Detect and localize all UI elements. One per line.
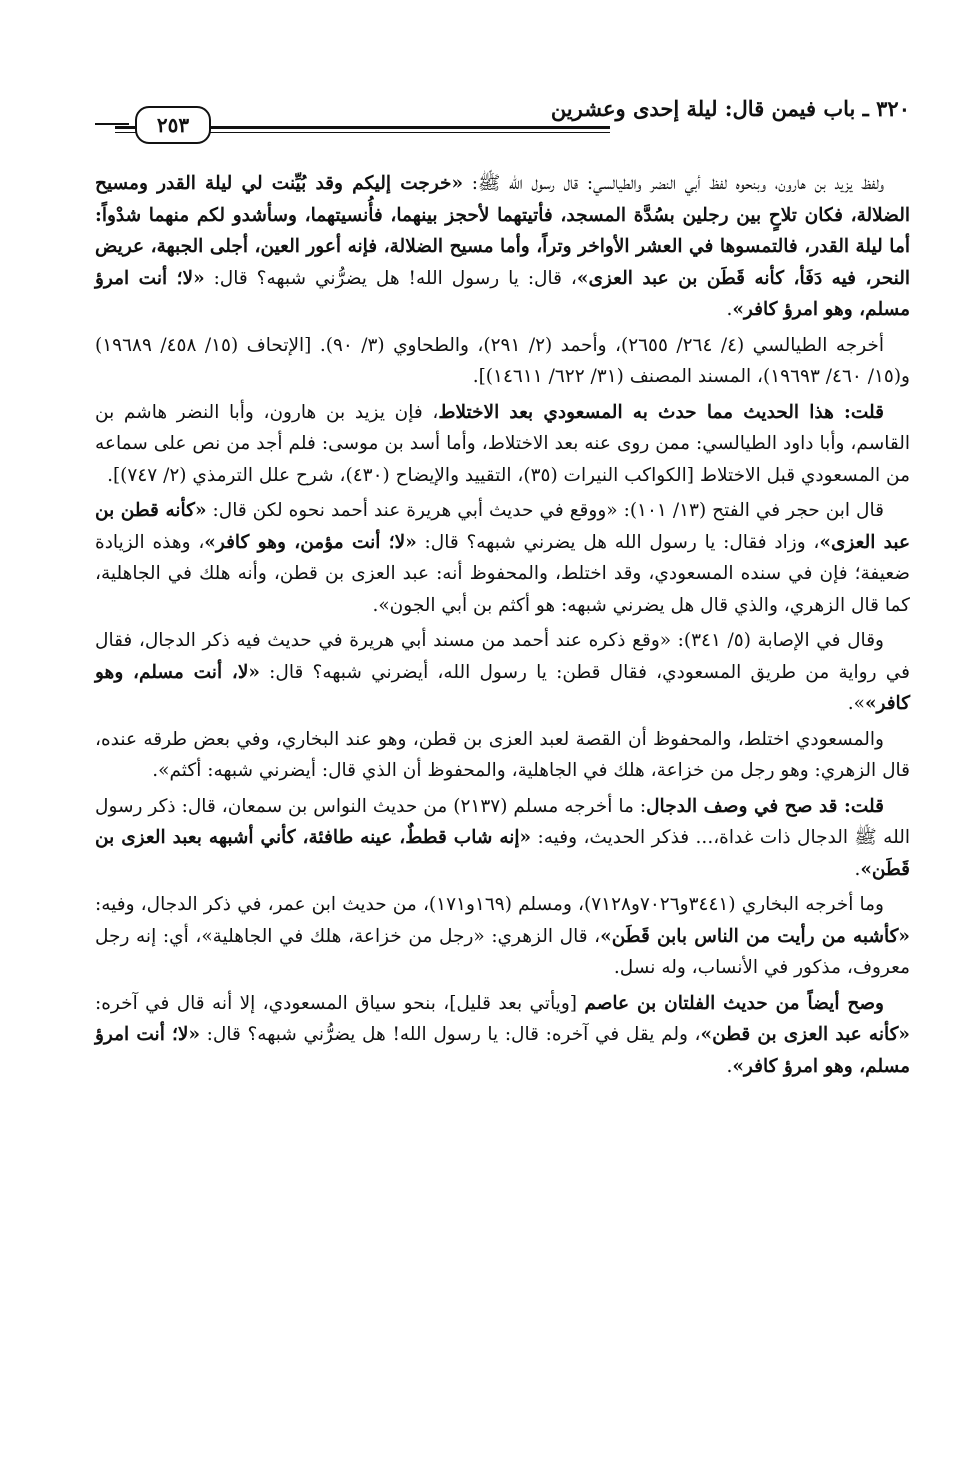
text-run: ، وهذه الزيادة ضعيفة؛ فإن في سنده المسعودي، وقد اختلط، والمحفوظ أنه: عبد العزى بن قطن، وأنه هلك في الجاهلية، كما قال الزهري، والذي قال هل يضرني شبهه: هو أكثم بن أبي الجون».: [95, 531, 910, 616]
text-run: وقال في الإصابة (٥/ ٣٤١): «وقع ذكره عند أحمد من مسند أبي هريرة في حديث فيه ذكر الدجال، فقال في رواية من طريق المسعودي، فقال قطن: يا رسول الله، أيضرني شبهه؟ قال:: [95, 630, 911, 683]
page-number-badge: [135, 106, 211, 144]
bold-text: «لا؛ أنت امرؤ مسلم، وهو امرؤ كافر»: [95, 267, 910, 320]
para-isabah: [95, 625, 910, 720]
para-qultu-1: [95, 397, 910, 492]
text-run: ، وزاد فقال: يا رسول الله هل يضرني شبهه؟ قال:: [416, 531, 820, 553]
bold-text: «لا، أنت مسلم، وهو كافر»: [95, 661, 910, 714]
para-ibn-hajar: [95, 495, 910, 621]
header-rule-left: [95, 123, 129, 125]
text-run: أخرجه الطيالسي (٤/ ٢٦٤/ ٢٦٥٥)، وأحمد (٢/ ٢٩١)، والطحاوي (٣/ ٩٠). [الإتحاف (١٥/ ٤٥٨/ ١٩٦٨٩) و(١٥/ ٤٦٠/ ١٩٦٩٣)، المسند المصنف (٣١/ ٦٢٢/ ١٤٦١١)].: [95, 334, 910, 387]
text-run: .: [726, 299, 733, 320]
text-run: وما أخرجه البخاري (٣٤٤١و٧٠٢٦و٧١٢٨)، ومسلم (١٦٩و١٧١)، من حديث ابن عمر، في ذكر الدجال، وفيه:: [95, 894, 884, 915]
bold-text: «كأشبه من رأيت من الناس بابن قَطَن»: [600, 925, 910, 947]
page-header: [95, 90, 910, 146]
bold-text: «خرجت إليكم وقد بُيِّنت لي ليلة القدر ومسيح الضلالة، فكان تلاحٍ بين رجلين بسُدَّة المسجد، فأتيتهما لأحجز بينهما، فأُنسيتهما، وسأشدو لكم منهما شدْواً: أما ليلة القدر، فالتمسوها في العشر الأواخر وتراً، وأما مسيح الضلالة، فإنه أعور العين، أجلى الجبهة، عريض النحر، فيه دَفَأ، كأنه قَطَن بن عبد العزى»: [95, 173, 910, 289]
para-qultu-2: [95, 791, 910, 886]
para-bukhari: [95, 889, 910, 984]
bold-text: قلت: قد صح في وصف الدجال: [646, 795, 884, 817]
bold-text: «لا؛ أنت امرؤ مسلم، وهو امرؤ كافر»: [95, 1024, 910, 1077]
bold-text: قلت: هذا الحديث مما حدث به المسعودي بعد الاختلاط: [438, 401, 884, 423]
text-run: ».: [847, 693, 865, 714]
para-fultan: [95, 988, 910, 1083]
bold-text: «إنه شاب قططٌ، عينه طافئة، كأني أشبهه بعبد العزى بن قَطَن»: [95, 827, 910, 880]
body-text: [95, 168, 910, 1086]
text-run: [ويأتي بعد قليل]، بنحو سياق المسعودي، إلا أنه قال في آخره:: [95, 992, 585, 1014]
para-masudi: [95, 724, 910, 787]
para-takhrij: [95, 330, 910, 393]
bold-text: «كأنه عبد العزى بن قطن»: [700, 1024, 910, 1045]
bold-text: «كأنه قطن بن عبد العزى»: [95, 500, 910, 553]
bold-text: وصح أيضاً من حديث الفلتان بن عاصم: [584, 992, 884, 1014]
text-run: قال ابن حجر في الفتح (١٣/ ١٠١): «ووقع في حديث أبي هريرة عند أحمد نحوه لكن قال:: [206, 500, 884, 521]
running-title: ٣٢٠ ـ باب فيمن قال: ليلة إحدى وعشرين: [550, 96, 910, 121]
text-run: : ما أخرجه مسلم (٢١٣٧) من حديث النواس بن سمعان، قال: ذكر رسول الله ﷺ الدجال ذات غداة،... فذكر الحديث، وفيه:: [95, 795, 911, 848]
text-run: .: [726, 1055, 733, 1077]
text-run: ، فإن يزيد بن هارون، وأبا النضر هاشم بن القاسم، وأبا داود الطيالسي: ممن روى عنه بعد الاختلاط، وأما أسد بن موسى: فلم أجد من نص على سماعه من المسعودي قبل الاختلاط [الكواكب النيرات (٣٥)، التقييد والإيضاح (٤٣٠)، شرح علل الترمذي (٢/ ٧٤٧)].: [95, 401, 910, 486]
bold-text: «لا؛ أنت مؤمن، وهو كافر»: [204, 531, 417, 553]
para-narration: [95, 168, 910, 326]
text-run: ، ولم يقل في آخره: قال: يا رسول الله! هل يضرُّني شبهه؟ قال:: [200, 1024, 701, 1045]
text-run: ولفظ يزيد بن هارون، وبنحوه لفظ أبي النضر والطيالسي: قال رسول الله ﷺ:: [463, 173, 885, 194]
text-run: ، قال الزهري: «رجل من خزاعة، هلك في الجاهلية»، أي: إنه رجل معروف، مذكور في الأنساب، وله نسل.: [95, 925, 910, 978]
text-run: ، قال: يا رسول الله! هل يضرُّني شبهه؟ قال:: [204, 267, 577, 289]
text-run: والمسعودي اختلط، والمحفوظ أن القصة لعبد العزى بن قطن، وهو عند البخاري، وفي بعض طرقه عنده، قال الزهري: وهو رجل من خزاعة، هلك في الجاهلية، والمحفوظ أن الذي قال: أيضرني شبهه: أكثم».: [95, 728, 910, 781]
text-run: .: [854, 858, 861, 880]
page-number: ٢٥٣: [156, 113, 190, 137]
